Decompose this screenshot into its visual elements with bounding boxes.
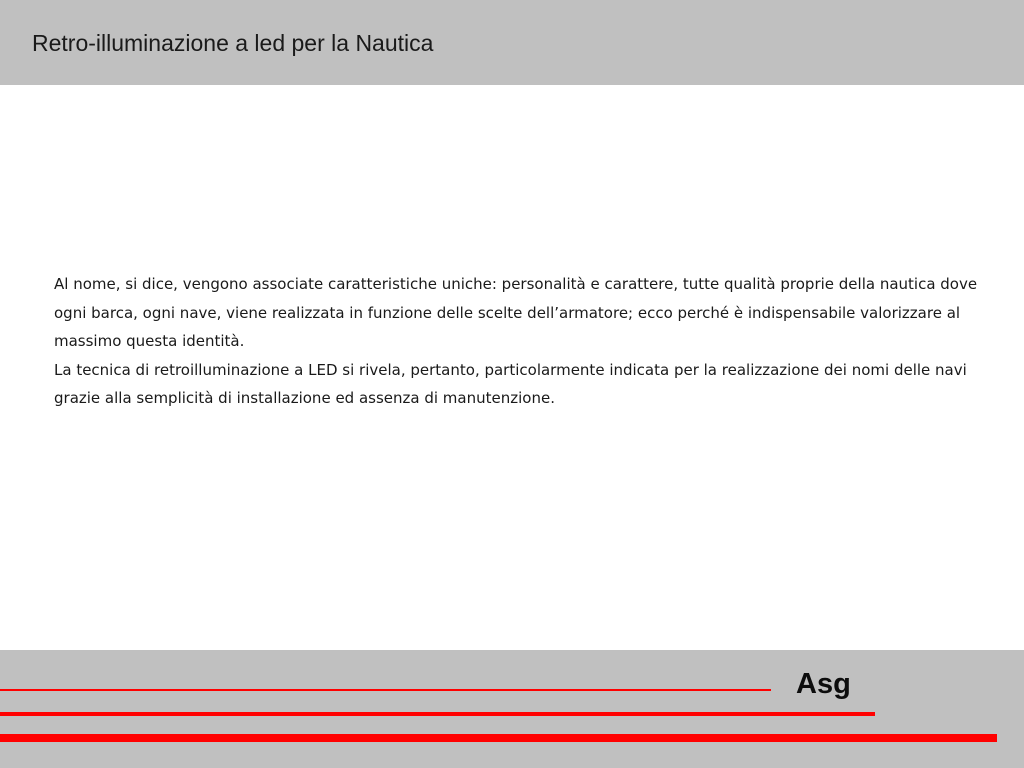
red-line-long [0,734,997,742]
footer-bar [0,650,1024,768]
logo: Asg [796,668,851,700]
red-line-medium [0,712,875,716]
red-line-short [0,689,771,691]
body-text [54,270,979,413]
paragraph-led-technique: La tecnica di retroilluminazione a LED si rivela, pertanto, particolarmente indicata per la realizzazione dei nomi delle navi grazie alla semplicità di installazione ed assenza di manutenzione. [54,360,967,408]
paragraph-identity: Al nome, si dice, vengono associate caratteristiche uniche: personalità e carattere, tutte qualità proprie della nautica dove ogni barca, ogni nave, viene realizzata in funzione delle scelte dell’armatore; ecco perché è indispensabile valorizzare al massimo questa identità. [54,275,978,351]
header-bar [0,0,1024,85]
page-title: Retro-illuminazione a led per la Nautica [32,30,434,56]
